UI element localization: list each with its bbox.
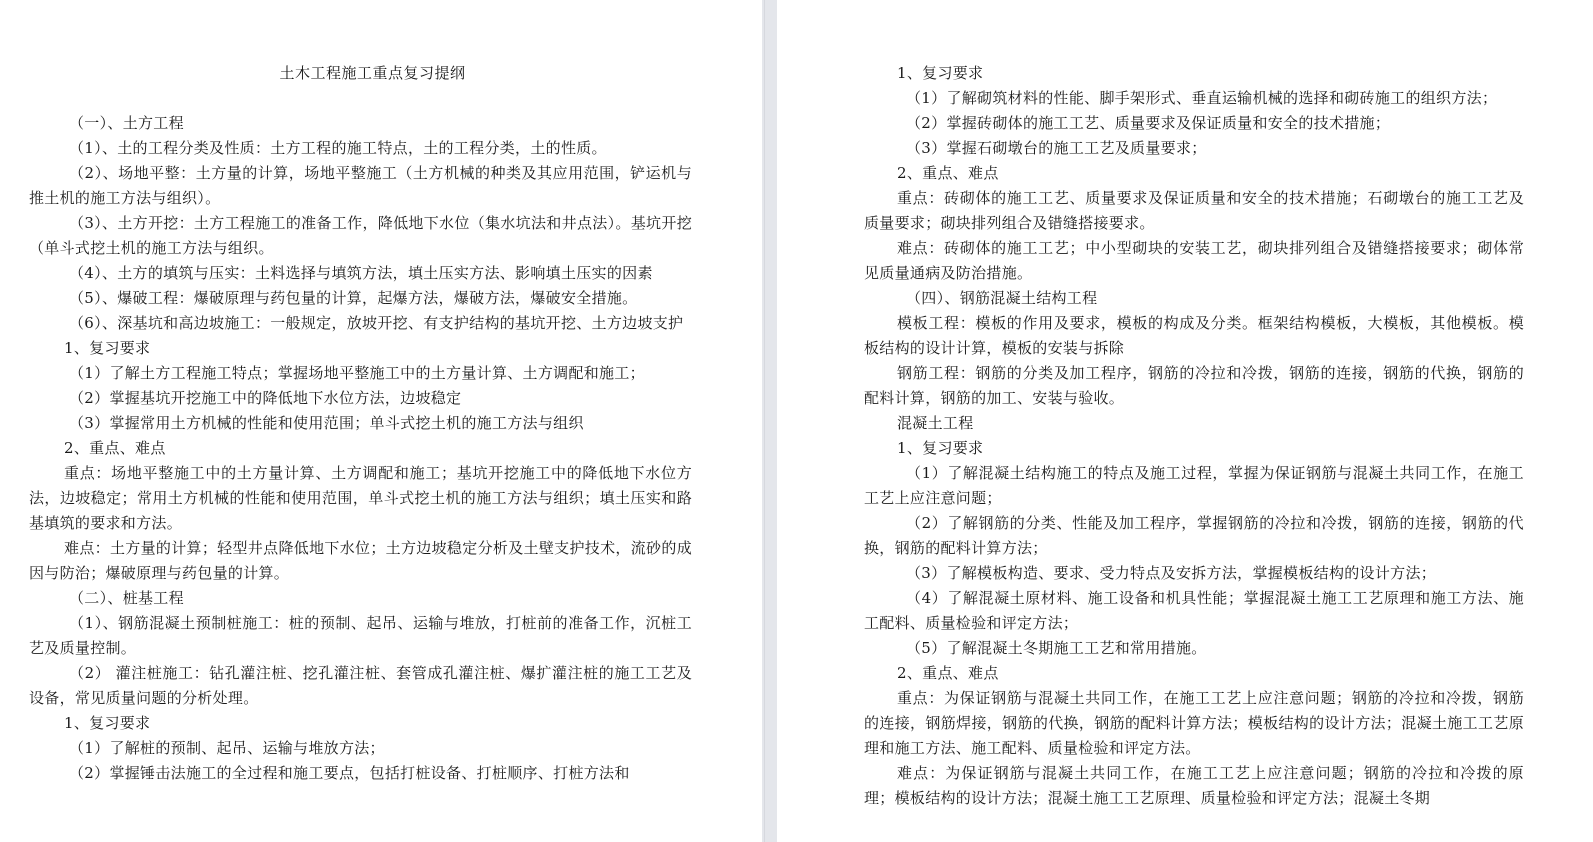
list-item: （2）了解钢筋的分类、性能及加工程序，掌握钢筋的冷拉和冷拨，钢筋的连接，钢筋的代换，钢筋的配料计算方法；	[864, 514, 1524, 557]
section-heading-reinforced-concrete: （四）、钢筋混凝土结构工程	[906, 289, 1098, 307]
subheading: 2、重点、难点	[64, 439, 166, 457]
paragraph: （6）、深基坑和高边坡施工：一般规定，放坡开挖、有支护结构的基坑开挖、土方边坡支护	[69, 314, 684, 332]
list-item: （2）掌握砖砌体的施工工艺、质量要求及保证质量和安全的技术措施；	[906, 114, 1391, 132]
list-item: （3）了解模板构造、要求、受力特点及安拆方法，掌握模板结构的设计方法；	[906, 564, 1437, 582]
paragraph: （3）、土方开挖：土方工程施工的准备工作，降低地下水位（集水坑法和井点法）。基坑开挖（单斗式挖土机的施工方法与组织。	[29, 214, 692, 257]
list-item: （1）了解混凝土结构施工的特点及施工过程，掌握为保证钢筋与混凝土共同工作，在施工工艺上应注意问题；	[864, 464, 1524, 507]
document-page-left	[0, 0, 762, 842]
paragraph: （1）、钢筋混凝土预制桩施工：桩的预制、起吊、运输与堆放，打桩前的准备工作，沉桩工艺及质量控制。	[29, 614, 692, 657]
subheading: 1、复习要求	[897, 64, 984, 82]
paragraph: 模板工程：模板的作用及要求，模板的构成及分类。框架结构模板，大模板，其他模板。模板结构的设计计算，模板的安装与拆除	[864, 314, 1524, 357]
paragraph: （4）、土方的填筑与压实：土料选择与填筑方法，填土压实方法、影响填土压实的因素	[69, 264, 653, 282]
paragraph: 钢筋工程：钢筋的分类及加工程序，钢筋的冷拉和冷拨，钢筋的连接，钢筋的代换，钢筋的配料计算，钢筋的加工、安装与验收。	[864, 364, 1524, 407]
section-heading-pile-foundation: （二）、桩基工程	[69, 589, 184, 607]
list-item: （5）了解混凝土冬期施工工艺和常用措施。	[906, 639, 1207, 657]
paragraph: （2）、场地平整：土方量的计算，场地平整施工（土方机械的种类及其应用范围，铲运机与推土机的施工方法与组织）。	[29, 164, 692, 207]
document-title: 土木工程施工重点复习提纲	[279, 64, 466, 82]
list-item: （1）了解桩的预制、起吊、运输与堆放方法；	[69, 739, 385, 757]
subheading: 混凝土工程	[897, 414, 974, 432]
document-page-right	[777, 0, 1593, 842]
list-item: （3）掌握常用土方机械的性能和使用范围；单斗式挖土机的施工方法与组织	[69, 414, 584, 432]
list-item: （3）掌握石砌墩台的施工工艺及质量要求；	[906, 139, 1207, 157]
paragraph: 重点：砖砌体的施工工艺、质量要求及保证质量和安全的技术措施；石砌墩台的施工工艺及质量要求；砌块排列组合及错缝搭接要求。	[864, 189, 1524, 232]
page-divider	[762, 0, 777, 842]
subheading: 1、复习要求	[897, 439, 984, 457]
subheading: 1、复习要求	[64, 714, 151, 732]
list-item: （2）掌握基坑开挖施工中的降低地下水位方法，边坡稳定	[69, 389, 462, 407]
paragraph: （2） 灌注桩施工：钻孔灌注桩、挖孔灌注桩、套管成孔灌注桩、爆扩灌注桩的施工工艺及设备，常见质量问题的分析处理。	[29, 664, 692, 707]
list-item: （1）了解砌筑材料的性能、脚手架形式、垂直运输机械的选择和砌砖施工的组织方法；	[906, 89, 1498, 107]
list-item: （2）掌握锤击法施工的全过程和施工要点，包括打桩设备、打桩顺序、打桩方法和	[69, 764, 630, 782]
section-heading-earthwork: （一）、土方工程	[69, 114, 184, 132]
list-item: （1）了解土方工程施工特点；掌握场地平整施工中的土方量计算、土方调配和施工；	[69, 364, 645, 382]
paragraph: 重点：场地平整施工中的土方量计算、土方调配和施工；基坑开挖施工中的降低地下水位方法，边坡稳定；常用土方机械的性能和使用范围，单斗式挖土机的施工方法与组织；填土压实和路基填筑的要求和方法。	[29, 464, 692, 532]
paragraph: 难点：为保证钢筋与混凝土共同工作，在施工工艺上应注意问题；钢筋的冷拉和冷拨的原理；模板结构的设计方法；混凝土施工工艺原理、质量检验和评定方法；混凝土冬期	[864, 764, 1524, 807]
list-item: （4）了解混凝土原材料、施工设备和机具性能；掌握混凝土施工工艺原理和施工方法、施工配料、质量检验和评定方法；	[864, 589, 1524, 632]
paragraph: 难点：土方量的计算；轻型井点降低地下水位；土方边坡稳定分析及土壁支护技术，流砂的成因与防治；爆破原理与药包量的计算。	[29, 539, 692, 582]
paragraph: （5）、爆破工程：爆破原理与药包量的计算，起爆方法，爆破方法，爆破安全措施。	[69, 289, 638, 307]
paragraph: （1）、土的工程分类及性质：土方工程的施工特点，土的工程分类，土的性质。	[69, 139, 607, 157]
paragraph: 重点：为保证钢筋与混凝土共同工作，在施工工艺上应注意问题；钢筋的冷拉和冷拨，钢筋的连接，钢筋焊接，钢筋的代换，钢筋的配料计算方法；模板结构的设计方法；混凝土施工工艺原理和施工方法、施工配料、质量检验和评定方法。	[864, 689, 1524, 757]
subheading: 2、重点、难点	[897, 664, 999, 682]
paragraph: 难点：砖砌体的施工工艺；中小型砌块的安装工艺，砌块排列组合及错缝搭接要求；砌体常见质量通病及防治措施。	[864, 239, 1524, 282]
subheading: 2、重点、难点	[897, 164, 999, 182]
subheading: 1、复习要求	[64, 339, 151, 357]
